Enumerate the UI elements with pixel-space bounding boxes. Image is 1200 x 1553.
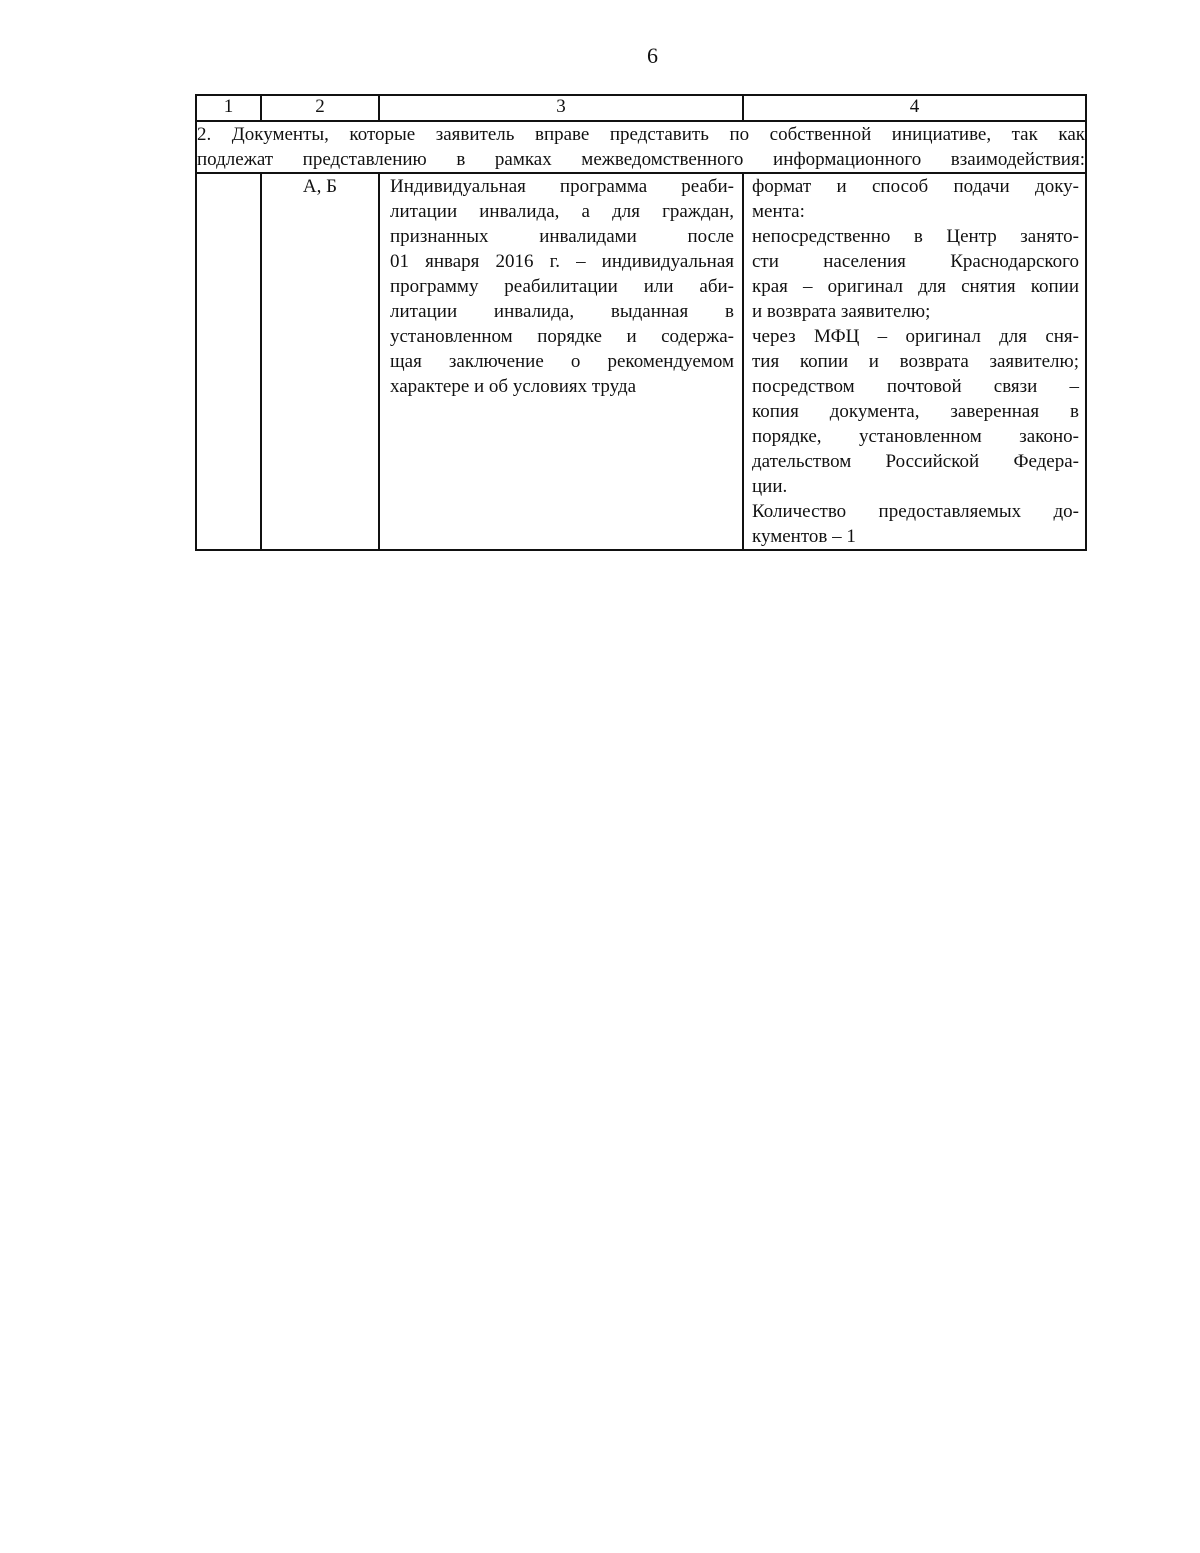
submission-format-cell (743, 173, 1086, 550)
applicant-category-cell: А, Б (261, 173, 379, 550)
column-header-2: 2 (261, 95, 379, 121)
submission-format-line: сти населения Краснодарского (752, 251, 1079, 272)
section-heading-line: 2. Документы, которые заявитель вправе представить по собственной инициативе, так как (197, 124, 1085, 145)
submission-format-line: тия копии и возврата заявителю; (752, 351, 1079, 372)
document-name-line: Индивидуальная программа реаби- (390, 176, 734, 197)
documents-table (195, 94, 1087, 551)
column-header-1: 1 (196, 95, 261, 121)
document-name-line: программу реабилитации или аби- (390, 276, 734, 297)
row-number-cell (196, 173, 261, 550)
document-name-line: литации инвалида, выданная в (390, 301, 734, 322)
page-number: 6 (647, 43, 658, 68)
section-heading-line: подлежат представлению в рамках межведомственного информационного взаимодействия: (197, 149, 1085, 170)
submission-format-line: дательством Российской Федера- (752, 451, 1079, 472)
document-name-line: установленном порядке и содержа- (390, 326, 734, 347)
column-header-4: 4 (743, 95, 1086, 121)
submission-format-line: мента: (752, 201, 805, 222)
document-name-line: 01 января 2016 г. – индивидуальная (390, 251, 734, 272)
column-header-3: 3 (379, 95, 743, 121)
submission-format-line: непосредственно в Центр занято- (752, 226, 1079, 247)
column-header-row (196, 95, 1086, 121)
submission-format-line: порядке, установленном законо- (752, 426, 1079, 447)
submission-format-line: и возврата заявителю; (752, 301, 931, 322)
table-row (196, 173, 1086, 550)
submission-format-line: через МФЦ – оригинал для сня- (752, 326, 1079, 347)
document-name-line: литации инвалида, а для граждан, (390, 201, 734, 222)
submission-format-line: ции. (752, 476, 788, 497)
submission-format-line: посредством почтовой связи – (752, 376, 1079, 397)
document-name-line: характере и об условиях труда (390, 376, 637, 397)
submission-format-line: края – оригинал для снятия копии (752, 276, 1079, 297)
submission-format-line: кументов – 1 (752, 526, 856, 547)
document-name-line: признанных инвалидами после (390, 226, 734, 247)
submission-format-line: Количество предоставляемых до- (752, 501, 1079, 522)
section-heading (196, 121, 1086, 173)
section-heading-row (196, 121, 1086, 173)
document-name-line: щая заключение о рекомендуемом (390, 351, 734, 372)
submission-format-line: копия документа, заверенная в (752, 401, 1079, 422)
submission-format-line: формат и способ подачи доку- (752, 176, 1079, 197)
document-name-cell (379, 173, 743, 550)
